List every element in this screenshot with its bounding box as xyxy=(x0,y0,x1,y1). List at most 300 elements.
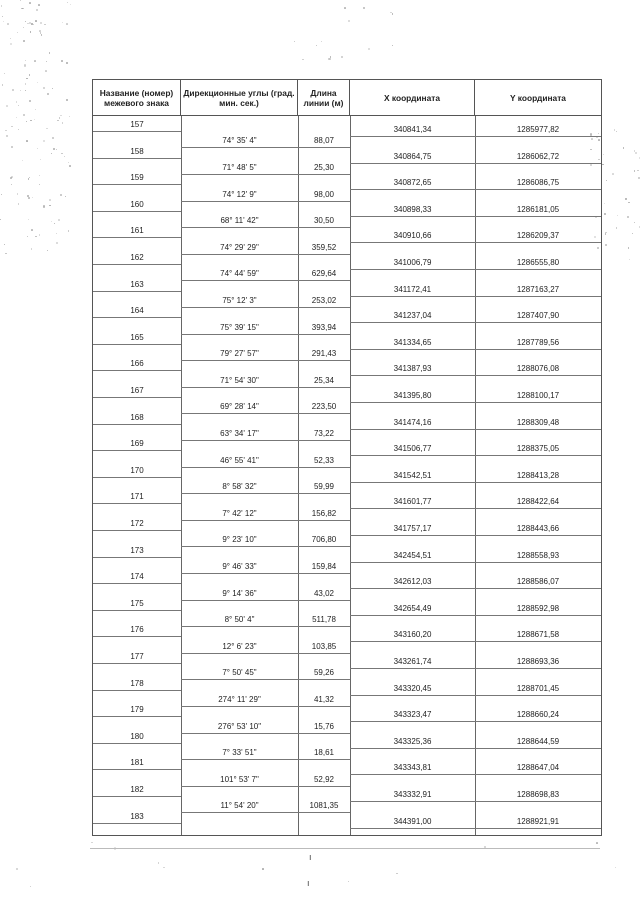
row-divider xyxy=(93,796,181,797)
speck xyxy=(68,230,70,232)
table-row xyxy=(93,257,601,268)
table-row xyxy=(93,789,601,800)
speck xyxy=(348,881,349,882)
speck xyxy=(68,162,69,163)
line-length: 88,07 xyxy=(313,136,335,146)
point-number: 175 xyxy=(130,598,144,608)
speck xyxy=(20,0,21,1)
table-row xyxy=(93,151,601,162)
x-coordinate: 341387,93 xyxy=(393,364,432,374)
speck xyxy=(605,233,607,235)
row-divider xyxy=(93,344,181,345)
speck xyxy=(24,64,26,66)
row-divider xyxy=(93,503,181,504)
row-divider xyxy=(181,440,350,441)
speck xyxy=(51,221,52,222)
table-row xyxy=(93,667,601,678)
speck xyxy=(623,147,625,149)
table-row xyxy=(93,588,601,599)
point-number: 171 xyxy=(130,492,144,502)
speck xyxy=(28,197,30,199)
speck xyxy=(1,5,3,7)
speck xyxy=(47,250,49,252)
point-number: 160 xyxy=(130,199,144,209)
row-divider xyxy=(93,424,181,425)
speck xyxy=(616,131,617,132)
x-coordinate: 341237,04 xyxy=(393,311,432,321)
speck xyxy=(634,170,636,172)
row-divider xyxy=(181,733,350,734)
row-divider xyxy=(181,653,350,654)
y-coordinate: 1287163,27 xyxy=(516,284,560,294)
table-row xyxy=(93,443,601,454)
row-divider xyxy=(181,387,350,388)
speck xyxy=(17,193,18,194)
y-coordinate: 1288413,28 xyxy=(516,470,560,480)
speck xyxy=(341,56,343,58)
row-divider xyxy=(93,663,181,664)
speck xyxy=(27,23,29,25)
table-row xyxy=(93,455,601,466)
x-coordinate: 340864,75 xyxy=(393,151,432,161)
scan-mark: ı xyxy=(309,852,312,862)
speck xyxy=(294,41,296,43)
y-coordinate: 1285977,82 xyxy=(516,125,560,134)
speck xyxy=(56,242,58,244)
speck xyxy=(30,886,31,887)
point-number: 167 xyxy=(130,386,144,395)
speck xyxy=(49,205,51,207)
table-row xyxy=(93,215,601,226)
speck xyxy=(29,74,31,76)
table-row xyxy=(93,762,601,773)
line-length: 43,02 xyxy=(313,588,335,598)
directional-angle: 68° 11' 42" xyxy=(220,216,259,226)
table-row xyxy=(93,694,601,705)
directional-angle: 75° 39' 15" xyxy=(220,322,259,332)
header-angles: Дирекционные углы (град. мин. сек.) xyxy=(181,80,298,115)
speck xyxy=(18,129,19,130)
x-coordinate: 343261,74 xyxy=(393,657,432,666)
directional-angle: 8° 58' 32" xyxy=(222,482,257,492)
speck xyxy=(26,121,27,122)
row-divider xyxy=(93,716,181,717)
y-coordinate: 1288443,66 xyxy=(516,524,560,533)
speck xyxy=(60,194,62,196)
row-divider xyxy=(93,291,181,292)
y-coordinate: 1288558,93 xyxy=(516,550,560,560)
speck xyxy=(39,234,41,236)
y-coordinate: 1288422,64 xyxy=(516,497,560,507)
speck xyxy=(158,862,159,863)
x-coordinate: 341757,17 xyxy=(393,524,432,533)
y-coordinate: 1288375,05 xyxy=(516,444,560,454)
speck xyxy=(35,109,36,110)
table-row xyxy=(93,375,601,386)
y-coordinate: 1288592,98 xyxy=(516,603,560,613)
y-coordinate: 1286555,80 xyxy=(516,258,560,267)
table-row xyxy=(93,561,601,572)
table-row xyxy=(93,401,601,412)
table-row xyxy=(93,736,601,747)
speck xyxy=(45,70,47,72)
row-divider xyxy=(350,828,601,829)
speck xyxy=(28,219,30,221)
point-number: 157 xyxy=(130,120,144,129)
x-coordinate: 341006,79 xyxy=(393,258,432,267)
line-length: 59,99 xyxy=(313,482,335,492)
table-row xyxy=(93,800,601,811)
speck xyxy=(27,236,28,237)
table-row xyxy=(93,508,601,519)
table-row xyxy=(93,230,601,241)
speck xyxy=(392,45,393,46)
speck xyxy=(40,22,42,24)
speck xyxy=(10,43,12,45)
row-divider xyxy=(93,557,181,558)
line-length: 15,76 xyxy=(313,721,335,731)
y-coordinate: 1288671,58 xyxy=(516,630,560,640)
line-length: 1081,35 xyxy=(309,801,339,811)
speck xyxy=(52,137,54,139)
row-divider xyxy=(93,237,181,238)
line-length: 223,50 xyxy=(311,402,337,412)
speck xyxy=(20,90,22,92)
point-number: 182 xyxy=(130,785,144,794)
x-coordinate: 341334,65 xyxy=(393,337,432,347)
speck xyxy=(35,20,37,22)
speck xyxy=(602,164,603,165)
y-coordinate: 1287789,56 xyxy=(516,337,560,347)
speck xyxy=(37,82,38,83)
speck xyxy=(62,122,63,123)
speck xyxy=(51,153,52,154)
speck xyxy=(46,128,48,130)
coordinates-table xyxy=(92,79,602,836)
table-row xyxy=(93,337,601,348)
point-number: 166 xyxy=(130,359,144,369)
x-coordinate: 341601,77 xyxy=(393,497,432,507)
directional-angle: 71° 48' 5" xyxy=(222,162,257,172)
speck xyxy=(0,219,1,220)
speck xyxy=(637,170,638,171)
speck xyxy=(56,233,57,234)
speck xyxy=(66,23,68,25)
table-row xyxy=(93,641,601,652)
speck xyxy=(61,60,63,62)
speck xyxy=(6,135,7,136)
row-divider xyxy=(181,679,350,680)
table-row xyxy=(93,390,601,401)
table-row xyxy=(93,162,601,173)
directional-angle: 8° 50' 4" xyxy=(224,615,255,625)
speck xyxy=(37,148,38,149)
row-divider xyxy=(181,493,350,494)
directional-angle: 79° 27' 57" xyxy=(220,349,259,359)
row-divider xyxy=(181,467,350,468)
speck xyxy=(11,184,12,185)
y-coordinate: 1288644,59 xyxy=(516,736,560,746)
speck xyxy=(612,173,614,175)
speck xyxy=(6,105,8,107)
speck xyxy=(64,156,65,157)
speck xyxy=(5,130,7,132)
x-coordinate: 342454,51 xyxy=(393,550,432,560)
speck xyxy=(11,146,13,148)
table-row xyxy=(93,534,601,545)
page-edge-line xyxy=(90,848,600,849)
speck xyxy=(23,27,24,28)
speck xyxy=(49,199,51,201)
speck xyxy=(59,117,61,119)
directional-angle: 9° 14' 36" xyxy=(222,588,257,598)
row-divider xyxy=(93,211,181,212)
speck xyxy=(31,229,33,231)
table-row xyxy=(93,709,601,720)
y-coordinate: 1288076,08 xyxy=(516,364,560,374)
point-number: 178 xyxy=(130,678,144,688)
table-row xyxy=(93,656,601,667)
speck xyxy=(604,203,605,204)
line-length: 52,92 xyxy=(313,774,335,784)
speck xyxy=(36,9,38,11)
speck xyxy=(65,196,66,197)
speck xyxy=(38,4,40,6)
line-length: 359,52 xyxy=(311,242,337,252)
speck xyxy=(348,20,350,22)
speck xyxy=(262,868,264,870)
speck xyxy=(40,159,41,160)
speck xyxy=(615,867,616,868)
point-number: 183 xyxy=(130,811,144,821)
table-row xyxy=(93,295,601,306)
speck xyxy=(69,165,71,167)
row-divider xyxy=(181,546,350,547)
row-divider xyxy=(181,413,350,414)
speck xyxy=(3,21,4,22)
row-divider xyxy=(93,450,181,451)
speck xyxy=(344,7,346,9)
speck xyxy=(62,22,63,23)
line-length: 98,00 xyxy=(313,189,335,199)
speck xyxy=(632,233,633,234)
speck xyxy=(10,38,11,39)
x-coordinate: 341474,16 xyxy=(393,417,432,427)
line-length: 18,61 xyxy=(313,748,335,758)
x-coordinate: 340841,34 xyxy=(393,125,432,134)
speck xyxy=(4,244,5,245)
directional-angle: 101° 53' 7" xyxy=(220,774,259,784)
directional-angle: 9° 23' 10" xyxy=(222,535,257,545)
speck xyxy=(66,62,67,63)
point-number: 181 xyxy=(130,758,144,768)
table-row xyxy=(93,284,601,295)
directional-angle: 74° 29' 29" xyxy=(220,242,259,252)
point-number: 174 xyxy=(130,572,144,582)
point-number: 179 xyxy=(130,705,144,715)
line-length: 156,82 xyxy=(311,508,337,518)
table-row xyxy=(93,135,601,146)
directional-angle: 74° 12' 9" xyxy=(222,189,257,199)
table-row xyxy=(93,470,601,481)
line-length: 291,43 xyxy=(311,349,337,359)
speck xyxy=(44,24,45,25)
speck xyxy=(47,93,49,95)
x-coordinate: 343343,81 xyxy=(393,763,432,773)
speck xyxy=(25,21,26,22)
y-coordinate: 1286181,05 xyxy=(516,204,560,214)
line-length: 159,84 xyxy=(311,561,337,571)
line-length: 103,85 xyxy=(311,641,337,651)
row-divider xyxy=(181,147,350,148)
speck xyxy=(328,58,330,60)
speck xyxy=(2,16,3,17)
table-row xyxy=(93,417,601,428)
row-divider xyxy=(181,706,350,707)
table-row xyxy=(93,721,601,732)
speck xyxy=(17,32,18,33)
speck xyxy=(61,153,63,155)
speck xyxy=(163,867,165,869)
line-length: 73,22 xyxy=(313,428,335,438)
row-divider xyxy=(93,610,181,611)
speck xyxy=(18,105,20,107)
x-coordinate: 343160,20 xyxy=(393,630,432,640)
row-divider xyxy=(181,626,350,627)
table-row xyxy=(93,614,601,625)
y-coordinate: 1288693,36 xyxy=(516,657,560,666)
speck xyxy=(396,873,397,874)
table-row xyxy=(93,603,601,614)
speck xyxy=(625,198,626,199)
line-length: 52,33 xyxy=(313,455,335,465)
x-coordinate: 344391,00 xyxy=(393,816,432,826)
speck xyxy=(604,213,606,215)
speck xyxy=(363,7,365,9)
speck xyxy=(35,236,37,238)
y-coordinate: 1288586,07 xyxy=(516,577,560,587)
point-number: 158 xyxy=(130,146,144,156)
header-length: Длина линии (м) xyxy=(298,80,350,115)
speck xyxy=(603,154,604,155)
speck xyxy=(43,140,45,142)
speck xyxy=(23,40,25,42)
row-divider xyxy=(93,769,181,770)
point-number: 172 xyxy=(130,519,144,528)
speck xyxy=(34,60,36,62)
speck xyxy=(605,244,607,246)
speck xyxy=(25,90,26,91)
table-row xyxy=(93,523,601,534)
speck xyxy=(10,177,12,179)
speck xyxy=(628,247,630,249)
y-coordinate: 1288100,17 xyxy=(516,391,560,400)
point-number: 177 xyxy=(130,652,144,661)
speck xyxy=(52,88,54,90)
row-divider xyxy=(181,759,350,760)
speck xyxy=(25,83,26,84)
directional-angle: 63° 34' 17" xyxy=(220,428,259,438)
point-number: 159 xyxy=(130,173,144,183)
directional-angle: 276° 53' 10" xyxy=(217,721,262,731)
y-coordinate: 1286086,75 xyxy=(516,178,560,188)
point-number: 164 xyxy=(130,306,144,316)
table-row xyxy=(93,124,601,135)
row-divider xyxy=(181,174,350,175)
point-number: 180 xyxy=(130,731,144,741)
speck xyxy=(16,868,18,870)
x-coordinate: 340872,65 xyxy=(393,178,432,188)
row-divider xyxy=(93,690,181,691)
speck xyxy=(4,73,6,75)
row-divider xyxy=(93,530,181,531)
line-length: 253,02 xyxy=(311,295,337,305)
speck xyxy=(29,100,31,102)
x-coordinate: 340910,66 xyxy=(393,231,432,241)
speck xyxy=(28,178,29,179)
directional-angle: 71° 54' 30" xyxy=(220,375,259,385)
row-divider xyxy=(181,307,350,308)
table-row xyxy=(93,268,601,279)
speck xyxy=(53,148,55,150)
speck xyxy=(638,177,640,179)
point-number: 176 xyxy=(130,625,144,635)
point-number: 161 xyxy=(130,226,144,236)
point-number: 165 xyxy=(130,332,144,342)
row-divider xyxy=(93,477,181,478)
speck xyxy=(25,60,26,61)
table-row xyxy=(93,428,601,439)
directional-angle: 74° 44' 59" xyxy=(220,269,259,279)
point-number: 168 xyxy=(130,412,144,422)
speck xyxy=(39,175,41,177)
y-coordinate: 1286062,72 xyxy=(516,151,560,161)
x-coordinate: 343323,47 xyxy=(393,710,432,720)
row-divider xyxy=(181,812,350,813)
y-coordinate: 1288660,24 xyxy=(516,710,560,720)
speck xyxy=(392,13,394,15)
table-row xyxy=(93,310,601,321)
row-divider xyxy=(93,317,181,318)
row-divider xyxy=(181,573,350,574)
row-divider xyxy=(181,520,350,521)
speck xyxy=(22,160,23,161)
speck xyxy=(67,2,68,3)
x-coordinate: 342654,49 xyxy=(393,603,432,613)
directional-angle: 69° 28' 14" xyxy=(220,402,259,412)
speck xyxy=(57,120,58,121)
speck xyxy=(32,197,33,198)
y-coordinate: 1288921,91 xyxy=(516,816,560,826)
line-length: 629,64 xyxy=(311,269,337,279)
line-length: 25,34 xyxy=(313,375,335,385)
speck xyxy=(29,177,30,178)
row-divider xyxy=(181,201,350,202)
table-row xyxy=(93,576,601,587)
speck xyxy=(41,34,42,35)
y-coordinate: 1288309,48 xyxy=(516,417,560,427)
line-length: 25,30 xyxy=(313,162,335,172)
speck xyxy=(23,114,25,116)
line-length: 30,50 xyxy=(313,216,335,226)
row-divider xyxy=(181,227,350,228)
table-row xyxy=(93,629,601,640)
speck xyxy=(617,215,619,217)
table-row xyxy=(93,242,601,253)
directional-angle: 12° 6' 23" xyxy=(222,641,257,651)
row-divider xyxy=(181,786,350,787)
line-length: 393,94 xyxy=(311,322,337,332)
